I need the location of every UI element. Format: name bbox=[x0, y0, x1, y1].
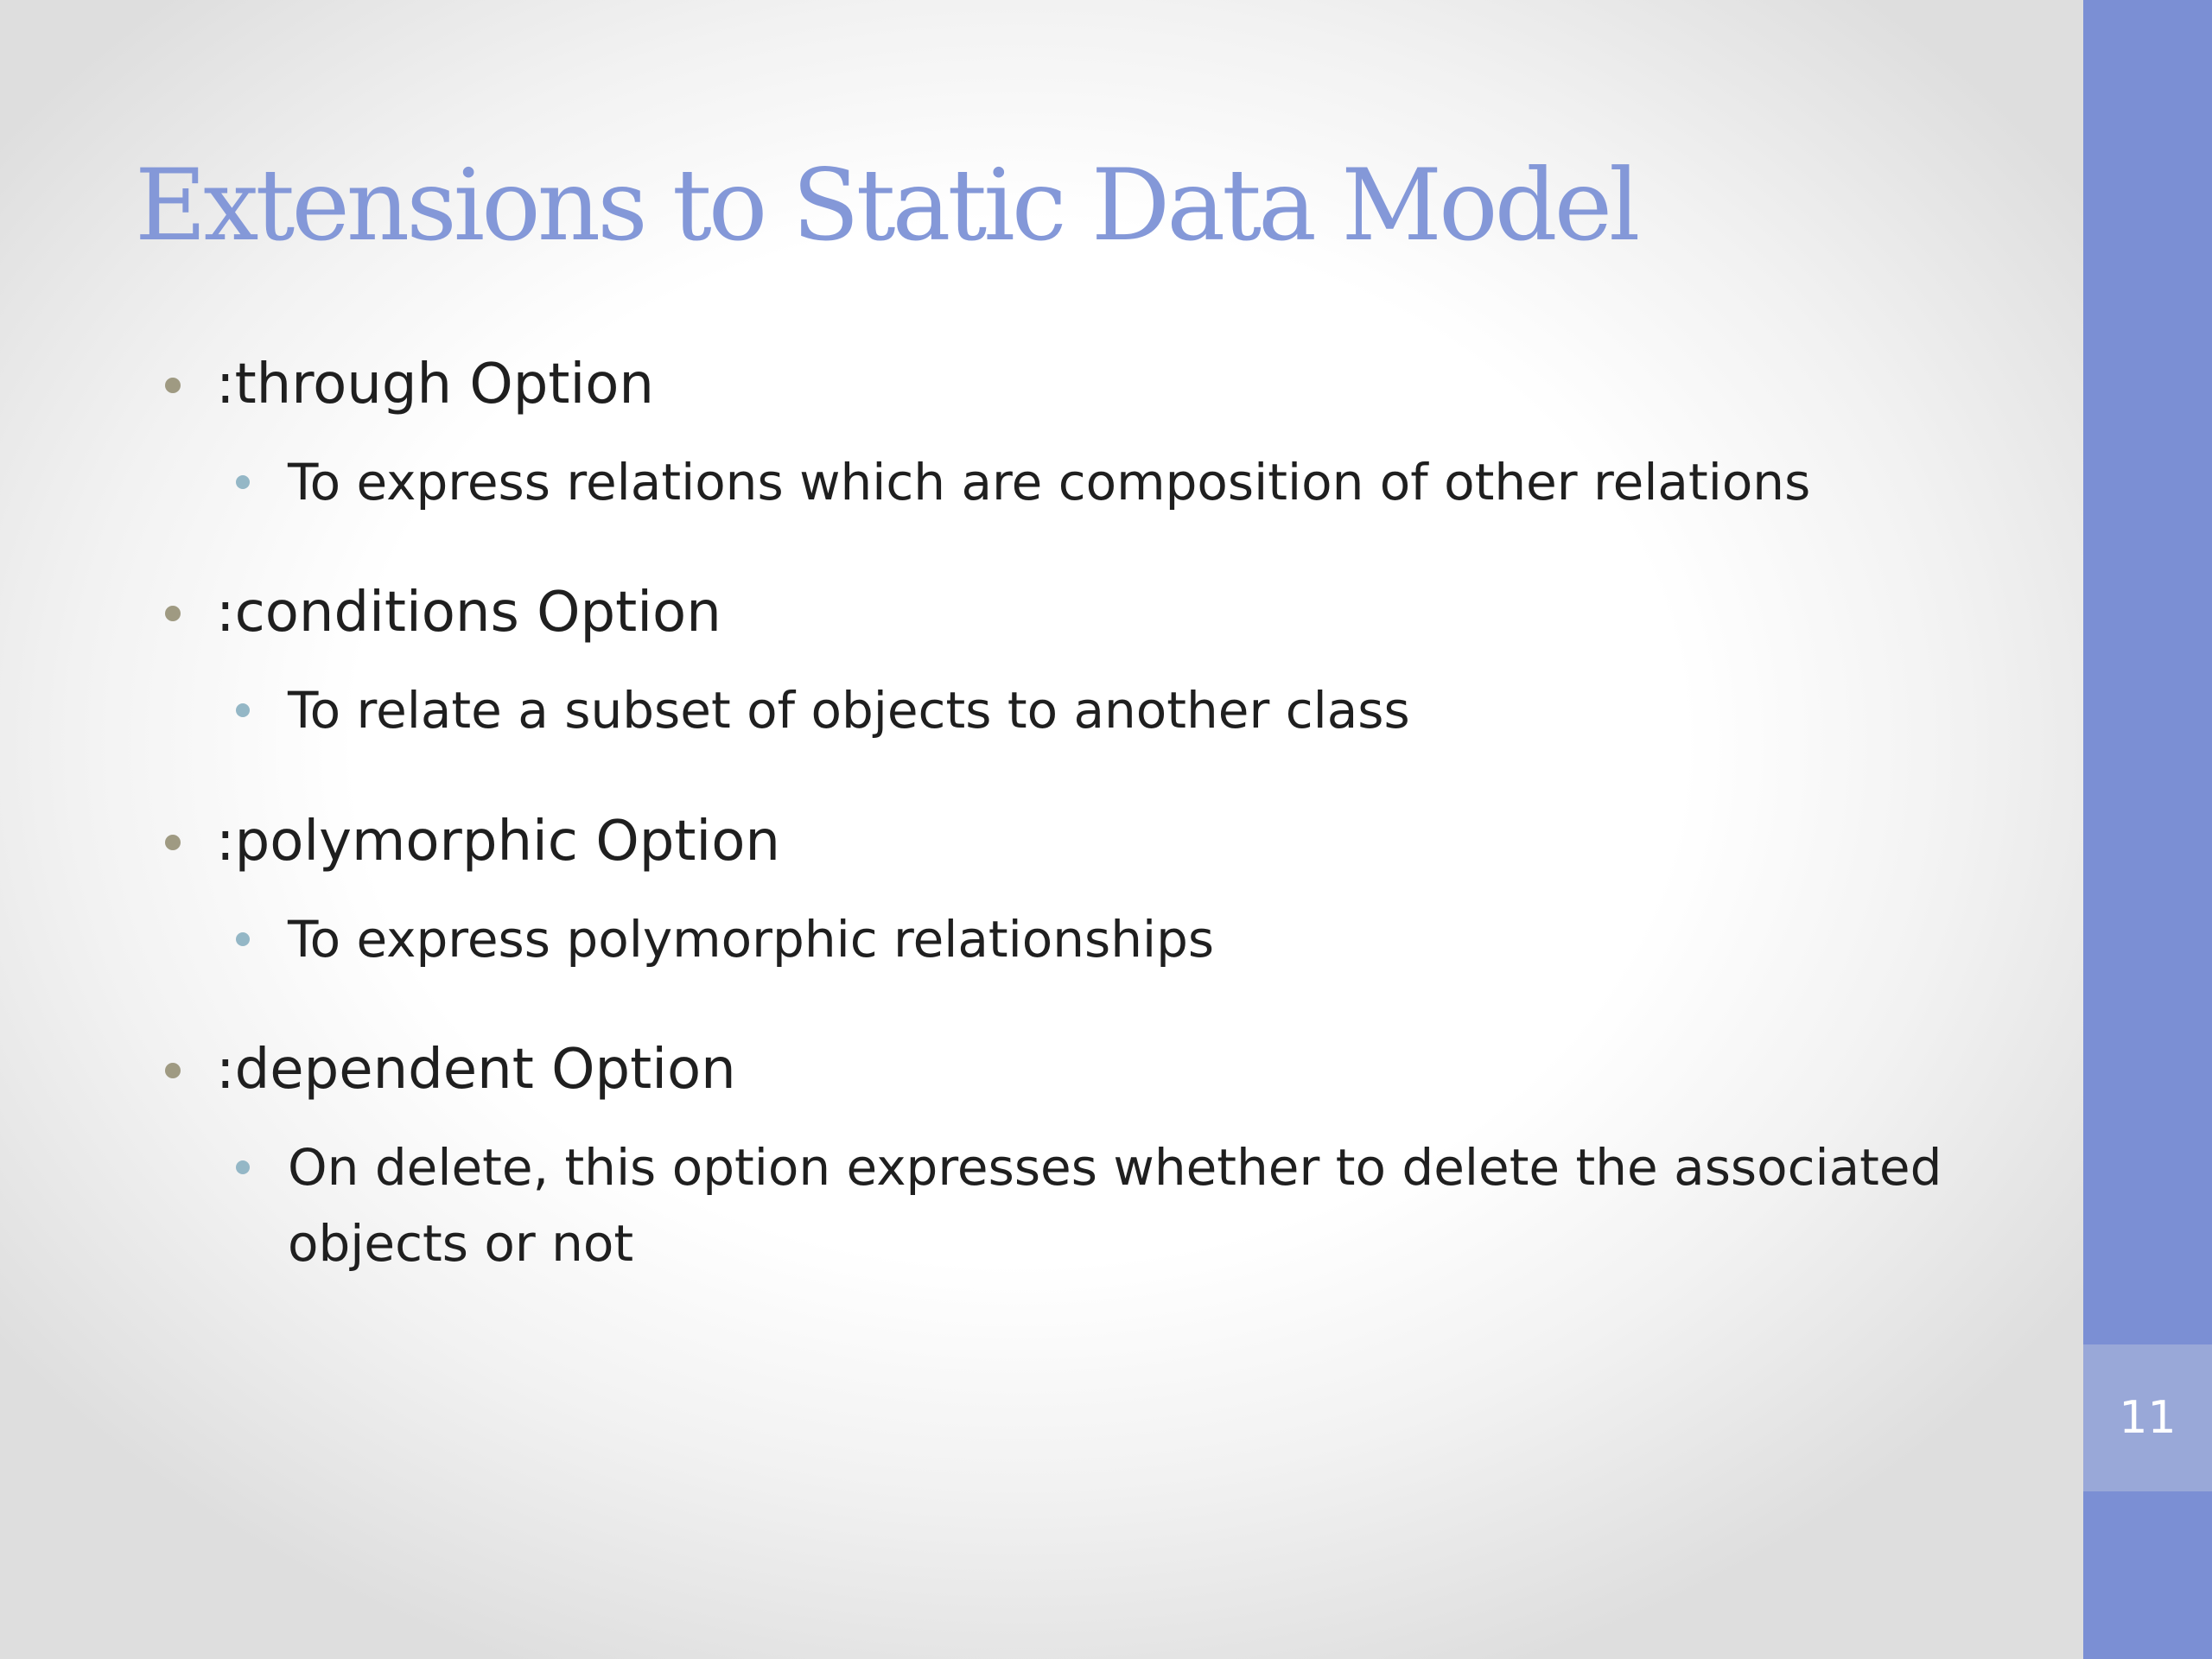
sub-bullet-dot bbox=[236, 703, 250, 717]
bullet-dot bbox=[165, 1063, 181, 1078]
bullet-conditions-option: :conditions Option bbox=[216, 581, 721, 645]
sub-bullet-polymorphic-detail: To express polymorphic relationships bbox=[288, 910, 1215, 969]
sub-bullet-dot bbox=[236, 932, 250, 946]
bullet-dependent-option: :dependent Option bbox=[216, 1038, 736, 1102]
sub-bullet-through-detail: To express relations which are composition of other relations bbox=[288, 453, 1811, 512]
bullet-dot bbox=[165, 835, 181, 850]
slide-number: 11 bbox=[2083, 1344, 2212, 1491]
bullet-through-option: :through Option bbox=[216, 353, 654, 416]
sub-bullet-dot bbox=[236, 1160, 250, 1174]
sub-bullet-dependent-detail-line2: objects or not bbox=[288, 1214, 634, 1273]
slide-title: Extensions to Static Data Model bbox=[135, 148, 1637, 263]
sub-bullet-dot bbox=[236, 475, 250, 489]
bullet-dot bbox=[165, 606, 181, 621]
sub-bullet-conditions-detail: To relate a subset of objects to another class bbox=[288, 681, 1410, 740]
sub-bullet-dependent-detail-line1: On delete, this option expresses whether to delete the associated bbox=[288, 1138, 1942, 1197]
bullet-polymorphic-option: :polymorphic Option bbox=[216, 810, 780, 874]
bullet-dot bbox=[165, 378, 181, 393]
